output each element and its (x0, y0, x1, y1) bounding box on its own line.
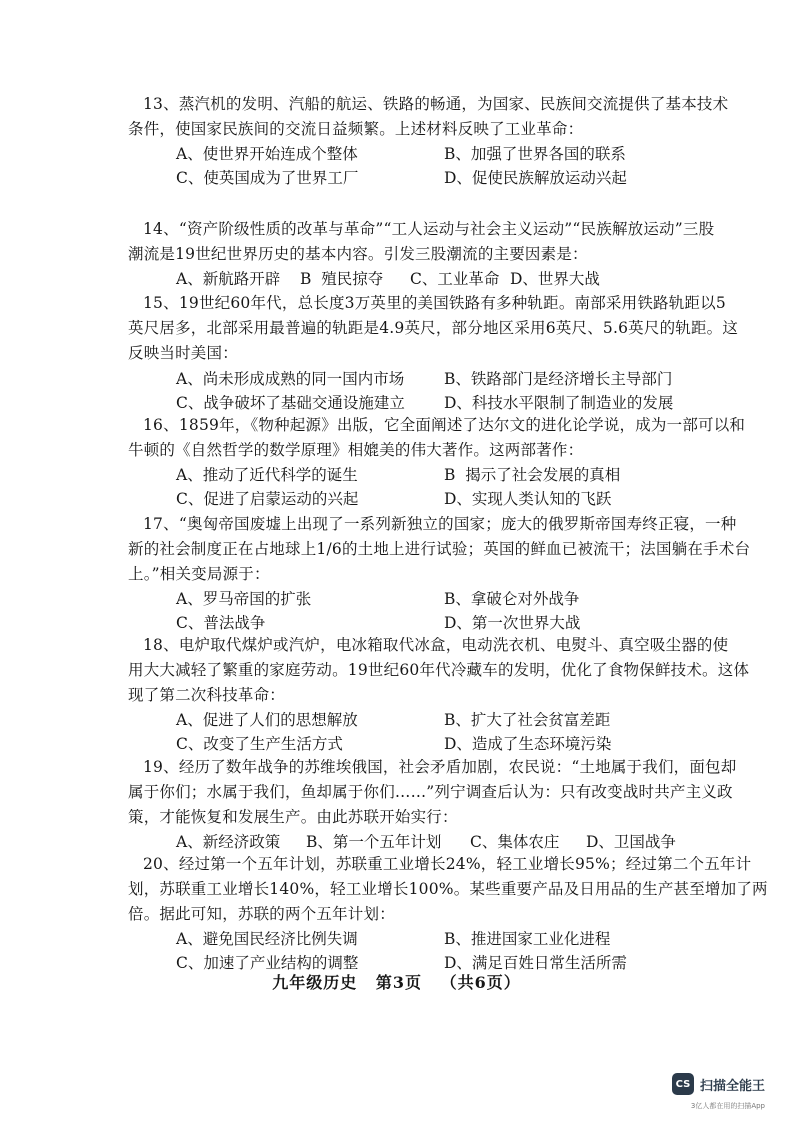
option-d[interactable]: D、实现人类认知的飞跃 (444, 490, 612, 508)
question-stem-line: 现了第二次科技革命： (128, 686, 286, 704)
question-stem-line: 20、经过第一个五年计划，苏联重工业增长24%，轻工业增长95%；经过第二个五年计 (143, 855, 752, 873)
option-b[interactable]: B 殖民掠夺 (300, 270, 384, 288)
question-stem-line: 条件，使国家民族间的交流日益频繁。上述材料反映了工业革命： (128, 120, 584, 138)
option-a[interactable]: A、新经济政策 (176, 833, 281, 851)
option-b[interactable]: B 揭示了社会发展的真相 (444, 466, 621, 484)
question-stem-line: 14、“资产阶级性质的改革与革命”“工人运动与社会主义运动”“民族解放运动”三股 (143, 220, 715, 238)
option-a[interactable]: A、避免国民经济比例失调 (176, 930, 358, 948)
option-b[interactable]: B、拿破仑对外战争 (444, 590, 580, 608)
question-stem-line: 倍。据此可知，苏联的两个五年计划： (128, 905, 395, 923)
option-c[interactable]: C、使英国成为了世界工厂 (176, 169, 359, 187)
option-d[interactable]: D、科技水平限制了制造业的发展 (444, 394, 674, 412)
question-stem-line: 用大大减轻了繁重的家庭劳动。19世纪60年代冷藏车的发明，优化了食物保鲜技术。这体 (128, 661, 750, 679)
camscanner-logo-icon: CS (672, 1073, 694, 1095)
option-b[interactable]: B、扩大了社会贫富差距 (444, 711, 611, 729)
question-stem-line: 划，苏联重工业增长140%，轻工业增长100%。某些重要产品及日用品的生产甚至增加了两 (128, 880, 768, 898)
question-stem-line: 18、电炉取代煤炉或汽炉，电冰箱取代冰盒，电动洗衣机、电熨斗、真空吸尘器的使 (143, 636, 729, 654)
question-stem-line: 16、1859年，《物种起源》出版，它全面阐述了达尔文的进化论学说，成为一部可以和 (143, 416, 746, 434)
footer-subject: 九年级历史 (272, 973, 358, 992)
option-c[interactable]: C、普法战争 (176, 614, 266, 632)
option-c[interactable]: C、改变了生产生活方式 (176, 735, 343, 753)
question-stem-line: 潮流是19世纪世界历史的基本内容。引发三股潮流的主要因素是： (128, 245, 588, 263)
option-a[interactable]: A、使世界开始连成个整体 (176, 145, 358, 163)
footer-total: （共6页） (440, 973, 521, 992)
option-d[interactable]: D、世界大战 (510, 270, 600, 288)
watermark-subtitle: 3亿人都在用的扫描App (690, 1102, 765, 1110)
option-d[interactable]: D、第一次世界大战 (444, 614, 581, 632)
option-d[interactable]: D、造成了生态环境污染 (444, 735, 612, 753)
footer-page: 第3页 (375, 973, 422, 992)
option-d[interactable]: D、满足百姓日常生活所需 (444, 954, 627, 972)
option-c[interactable]: C、工业革命 (410, 270, 500, 288)
option-b[interactable]: B、铁路部门是经济增长主导部门 (444, 370, 673, 388)
option-d[interactable]: D、卫国战争 (586, 833, 676, 851)
question-stem-line: 反映当时美国： (128, 344, 238, 362)
question-stem-line: 策，才能恢复和发展生产。由此苏联开始实行： (128, 808, 458, 826)
question-stem-line: 17、“奥匈帝国废墟上出现了一系列新独立的国家；庞大的俄罗斯帝国寿终正寝，一种 (143, 515, 737, 533)
question-stem-line: 13、蒸汽机的发明、汽船的航运、铁路的畅通，为国家、民族间交流提供了基本技术 (143, 95, 729, 113)
option-b[interactable]: B、加强了世界各国的联系 (444, 145, 626, 163)
question-stem-line: 英尺居多，北部采用最普遍的轨距是4.9英尺，部分地区采用6英尺、5.6英尺的轨距。这 (128, 319, 739, 337)
option-c[interactable]: C、集体农庄 (470, 833, 560, 851)
watermark-brand: 扫描全能王 (699, 1078, 765, 1094)
option-a[interactable]: A、新航路开辟 (176, 270, 281, 288)
question-stem-line: 上。”相关变局源于： (128, 565, 270, 583)
scanner-watermark (672, 1073, 765, 1095)
option-c[interactable]: C、加速了产业结构的调整 (176, 954, 359, 972)
option-a[interactable]: A、促进了人们的思想解放 (176, 711, 358, 729)
page-footer (0, 970, 793, 993)
question-stem-line: 15、19世纪60年代，总长度3万英里的美国铁路有多种轨距。南部采用铁路轨距以5 (143, 294, 726, 312)
question-stem-line: 牛顿的《自然哲学的数学原理》相媲美的伟大著作。这两部著作： (128, 441, 584, 459)
option-d[interactable]: D、促使民族解放运动兴起 (444, 169, 627, 187)
question-stem-line: 新的社会制度正在占地球上1/6的土地上进行试验；英国的鲜血已被流干；法国躺在手术台 (128, 540, 751, 558)
option-a[interactable]: A、尚未形成成熟的同一国内市场 (176, 370, 405, 388)
option-b[interactable]: B、第一个五年计划 (306, 833, 442, 851)
option-c[interactable]: C、战争破坏了基础交通设施建立 (176, 394, 405, 412)
option-a[interactable]: A、推动了近代科学的诞生 (176, 466, 358, 484)
option-b[interactable]: B、推进国家工业化进程 (444, 930, 611, 948)
question-stem-line: 属于你们；水属于我们，鱼却属于你们……”列宁调查后认为：只有改变战时共产主义政 (128, 783, 733, 801)
question-stem-line: 19、经历了数年战争的苏维埃俄国，社会矛盾加剧，农民说：“土地属于我们，面包却 (143, 758, 737, 776)
option-a[interactable]: A、罗马帝国的扩张 (176, 590, 312, 608)
option-c[interactable]: C、促进了启蒙运动的兴起 (176, 490, 359, 508)
